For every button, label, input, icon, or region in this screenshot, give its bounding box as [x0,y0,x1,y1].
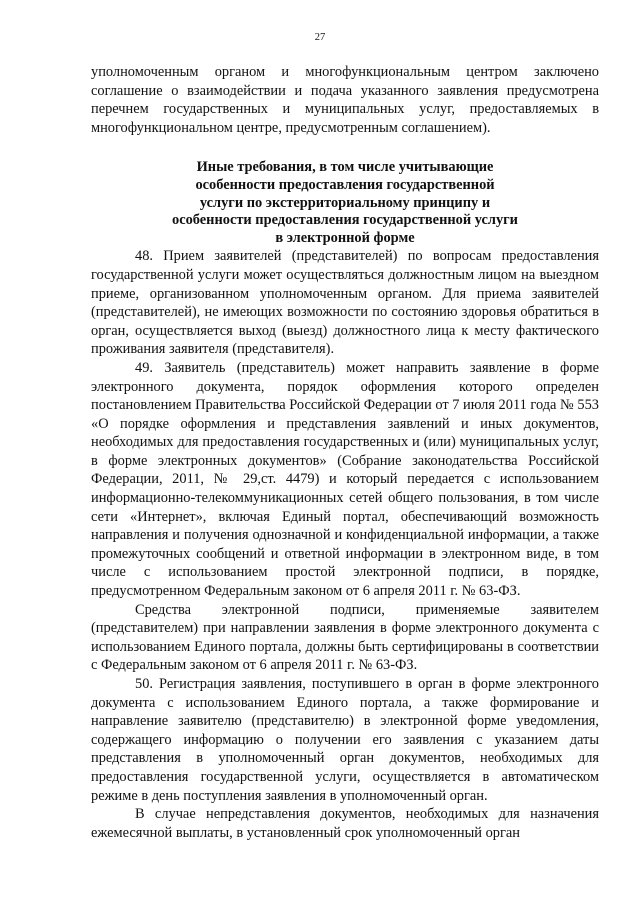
page-number: 27 [314,32,326,43]
paragraph-48: 48. Прием заявителей (представителей) по вопросам предоставления государственной услуги может осуществляться должностным лицом на выездном приеме, организованном уполномоченным органом. Для приема заявителей (представителей), не имеющих возможности по состоянию здоровья обратиться в орган, осуществляется выход (выезд) должностного лица к месту фактического проживания заявителя (представителя). [91,248,599,358]
heading-line: Иные требования, в том числе учитывающие [196,159,494,176]
paragraph-50: 50. Регистрация заявления, поступившего в орган в форме электронного документа с использованием Единого портала, а также формирование и направление заявителю (представителю) в электронной форме уведомления, содержащего информацию о получении его заявления с указанием даты представления в уполномоченный орган документов, необходимых для предоставления государственной услуги, осуществляется в автоматическом режиме в день поступления заявления в уполномоченный орган. [91,676,599,804]
paragraph-49: 49. Заявитель (представитель) может направить заявление в форме электронного документа, порядок оформления которого определен постановлением Правительства Российской Федерации от 7 июля 2011 года № 553 «О порядке оформления и представления заявлений и иных документов, необходимых для предоставления государственных и (или) муниципальных услуг, в форме электронных документов» (Собрание законодательства Российской Федерации, 2011, № 29,ст. 4479) и который передается с использованием информационно-телекоммуникационных сетей общего пользования, в том числе сети «Интернет», включая Единый портал, обеспечивающий возможность направления и получения однозначной и конфиденциальной информации, а также промежуточных сообщений и ответной информации в электронном виде, в том числе с использованием простой электронной подписи, в порядке, предусмотренном Федеральным законом от 6 апреля 2011 г. № 63-ФЗ. [91,359,599,600]
paragraph-signature-means: Средства электронной подписи, применяемые заявителем (представителем) при направлении заявления в форме электронного документа с использованием Единого портала, должны быть сертифицированы в соответствии с Федеральным законом от 6 апреля 2011 г. № 63-ФЗ. [91,601,599,674]
section-heading [91,159,599,247]
heading-line: особенности предоставления государственной [195,176,495,193]
intro-paragraph: уполномоченным органом и многофункциональным центром заключено соглашение о взаимодействии и подача указанного заявления предусмотрена перечнем государственных и муниципальных услуг, предоставляемых в многофункциональном центре, предусмотренным соглашением). [91,64,599,136]
paragraph-non-submission: В случае непредставления документов, необходимых для назначения ежемесячной выплаты, в установленный срок уполномоченный орган [91,806,599,841]
heading-line: услуги по экстерриториальному принципу и [199,194,491,211]
heading-line: в электронной форме [275,229,415,246]
heading-line: особенности предоставления государственной услуги [172,212,518,229]
document-body [91,63,599,842]
